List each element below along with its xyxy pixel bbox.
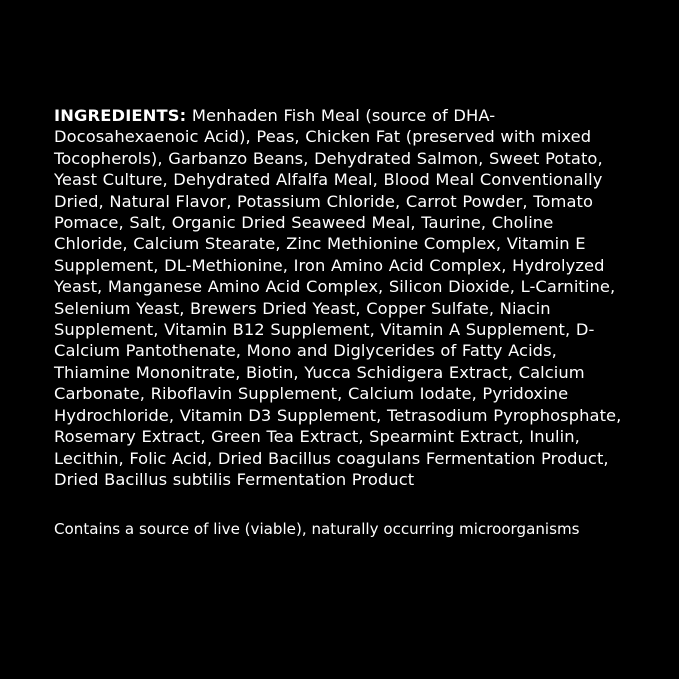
contains-live-microorganisms-note: Contains a source of live (viable), naturally occurring microorganisms [54, 520, 580, 538]
ingredients-list-text: Menhaden Fish Meal (source of DHA-Docosahexaenoic Acid), Peas, Chicken Fat (preserved with mixed Tocopherols), Garbanzo Beans, Dehydrated Salmon, Sweet Potato, Yeast Culture, Dehydrated Alfalfa Meal, Blood Meal Conventionally Dried, Natural Flavor, Potassium Chloride, Carrot Powder, Tomato Pomace, Salt, Organic Dried Seaweed Meal, Taurine, Choline Chloride, Calcium Stearate, Zinc Methionine Complex, Vitamin E Supplement, DL-Methionine, Iron Amino Acid Complex, Hydrolyzed Yeast, Manganese Amino Acid Complex, Silicon Dioxide, L-Carnitine, Selenium Yeast, Brewers Dried Yeast, Copper Sulfate, Niacin Supplement, Vitamin B12 Supplement, Vitamin A Supplement, D-Calcium Pantothenate, Mono and Diglycerides of Fatty Acids, Thiamine Mononitrate, Biotin, Yucca Schidigera Extract, Calcium Carbonate, Riboflavin Supplement, Calcium Iodate, Pyridoxine Hydrochloride, Vitamin D3 Supplement, Tetrasodium Pyrophosphate, Rosemary Extract, Green Tea Extract, Spearmint Extract, Inulin, Lecithin, Folic Acid, Dried Bacillus coagulans Fermentation Product, Dried Bacillus subtilis Fermentation Product [54, 106, 622, 489]
ingredients-paragraph [54, 105, 628, 490]
ingredients-heading: INGREDIENTS: [54, 106, 187, 125]
ingredients-block [54, 105, 628, 490]
